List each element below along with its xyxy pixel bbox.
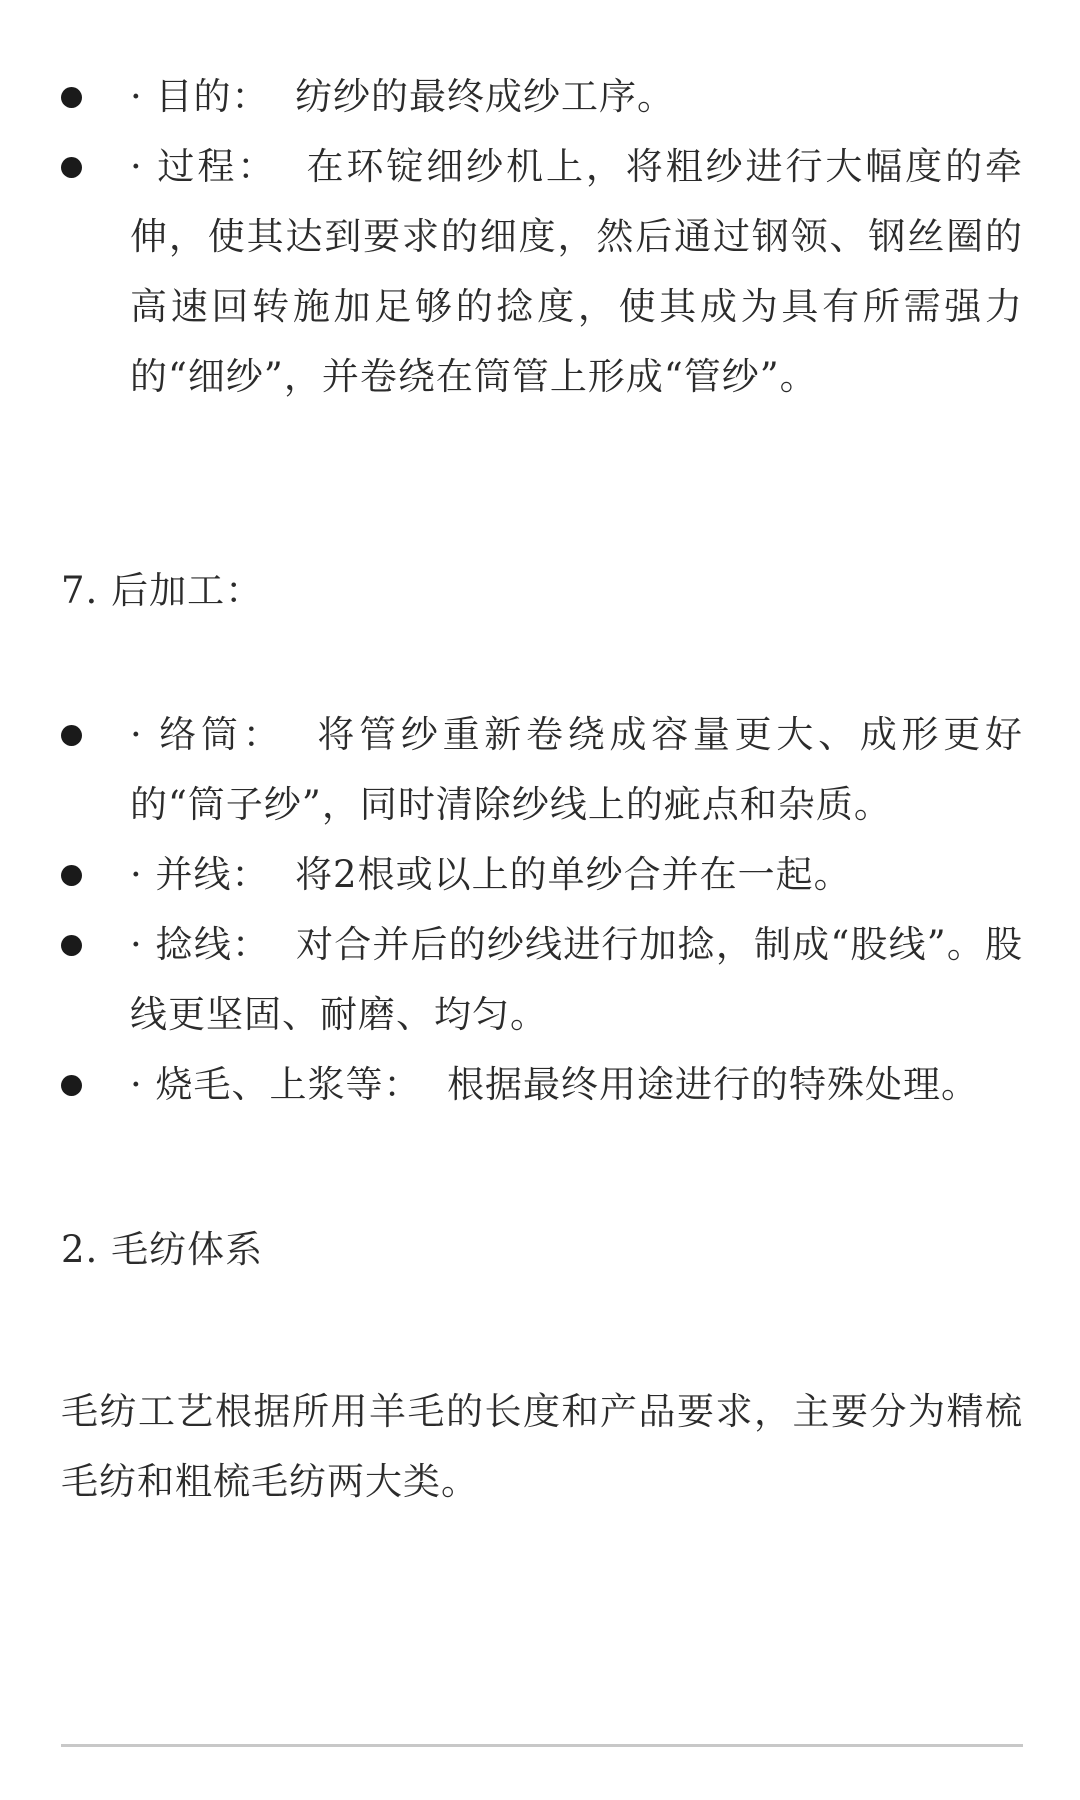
section-heading-wool-system: 2. 毛纺体系	[61, 1228, 264, 1271]
list-item	[61, 132, 1023, 412]
bullet-dot-icon	[61, 87, 82, 108]
bullet-dot-icon	[61, 865, 82, 886]
item-text: 在环锭细纱机上，将粗纱进行大幅度的牵伸，使其达到要求的细度，然后通过钢领、钢丝圈的高速回转施加足够的捻度，使其成为具有所需强力的“细纱”，并卷绕在筒管上形成“管纱”。	[130, 145, 1023, 398]
item-label: · 烧毛、上浆等：	[130, 1063, 422, 1106]
bullet-dot-icon	[61, 725, 82, 746]
item-label: · 并线：	[130, 853, 270, 896]
bullet-dot-icon	[61, 157, 82, 178]
list-item	[61, 840, 1023, 910]
item-label: · 目的：	[130, 75, 270, 118]
spinning-bullet-list	[61, 62, 1023, 412]
item-text: 根据最终用途进行的特殊处理。	[447, 1063, 980, 1106]
item-label: · 络筒：	[130, 713, 285, 756]
wool-system-paragraph: 毛纺工艺根据所用羊毛的长度和产品要求，主要分为精梳毛纺和粗梳毛纺两大类。	[61, 1390, 1023, 1503]
list-item	[61, 910, 1023, 1050]
list-item	[61, 62, 1023, 132]
list-item	[61, 700, 1023, 840]
item-label: · 过程：	[130, 145, 278, 188]
item-text: 将2根或以上的单纱合并在一起。	[295, 853, 852, 896]
bullet-dot-icon	[61, 1075, 82, 1096]
section-heading-post-processing: 7. 后加工：	[61, 569, 264, 612]
item-text: 对合并后的纱线进行加捻，制成“股线”。股线更坚固、耐磨、均匀。	[130, 923, 1023, 1036]
item-label: · 捻线：	[130, 923, 271, 966]
bullet-dot-icon	[61, 935, 82, 956]
item-text: 将管纱重新卷绕成容量更大、成形更好的“筒子纱”，同时清除纱线上的疵点和杂质。	[130, 713, 1023, 826]
list-item	[61, 1050, 1023, 1120]
item-text: 纺纱的最终成纱工序。	[295, 75, 676, 118]
bottom-divider	[61, 1744, 1023, 1747]
post-processing-bullet-list	[61, 700, 1023, 1120]
